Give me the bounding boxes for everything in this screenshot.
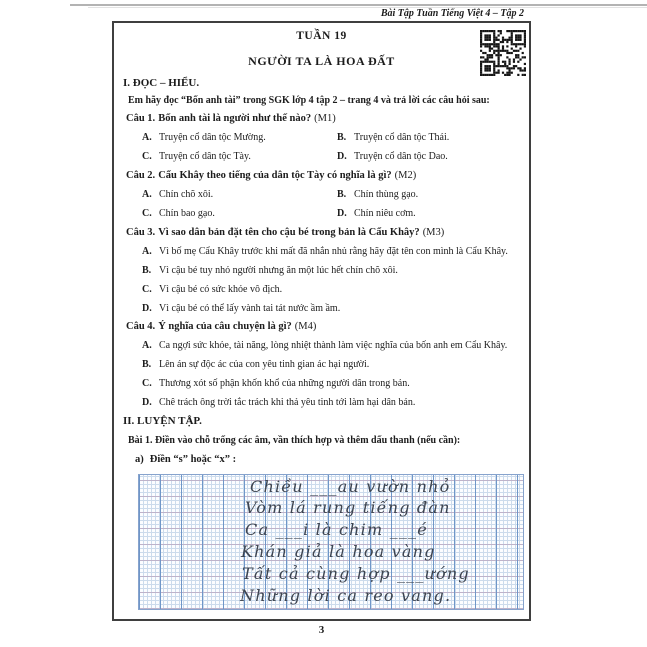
section-reading-heading: I. ĐỌC – HIỂU. bbox=[123, 77, 200, 89]
option-text: Truyện cổ dân tộc Thái. bbox=[354, 132, 450, 143]
option-letter: A. bbox=[142, 189, 152, 200]
option-letter: A. bbox=[142, 340, 152, 351]
option-letter: C. bbox=[142, 208, 152, 219]
q3-option-d bbox=[142, 303, 340, 314]
option-text: Truyện cổ dân tộc Mường. bbox=[159, 132, 266, 143]
handwriting-line: Chiều ___au vườn nhỏ bbox=[250, 477, 451, 496]
q3-option-b bbox=[142, 265, 398, 276]
option-text: Chín chõ xôi. bbox=[159, 189, 214, 200]
option-letter: B. bbox=[337, 189, 347, 200]
q2-option-c bbox=[142, 208, 215, 219]
handwriting-line: Ca ___i là chim ___é bbox=[245, 520, 428, 539]
item-a-line bbox=[135, 454, 236, 465]
handwriting-line: Tất cả cùng hợp ___ướng bbox=[242, 564, 470, 583]
q2-option-d bbox=[337, 208, 416, 219]
option-letter: D. bbox=[337, 208, 347, 219]
item-a-text: Điền “s” hoặc “x” : bbox=[149, 454, 237, 465]
option-text: Vì cậu bé có sức khỏe vô địch. bbox=[159, 284, 283, 295]
handwriting-line: Khán giả là hoa vàng bbox=[241, 542, 436, 561]
q4-option-d bbox=[142, 397, 415, 408]
question-3 bbox=[126, 227, 444, 238]
question-4-level: (M4) bbox=[294, 321, 317, 332]
option-letter: C. bbox=[142, 378, 152, 389]
question-1-label: Câu 1. bbox=[126, 113, 156, 124]
item-a-label: a) bbox=[135, 454, 144, 465]
question-4 bbox=[126, 321, 316, 332]
question-3-text: Vì sao dân bản đặt tên cho cậu bé trong bản là Cẩu Khây? bbox=[158, 227, 420, 238]
option-letter: A. bbox=[142, 132, 152, 143]
option-letter: B. bbox=[337, 132, 347, 143]
option-text: Lên án sự độc ác của con yêu tinh gian ác hại người. bbox=[159, 359, 370, 370]
exercise-1-label: Bài 1. bbox=[128, 435, 153, 446]
question-3-level: (M3) bbox=[422, 227, 445, 238]
question-2-level: (M2) bbox=[394, 170, 417, 181]
page-top-rule bbox=[70, 4, 647, 6]
q1-option-b bbox=[337, 132, 449, 143]
q3-option-a bbox=[142, 246, 508, 257]
worksheet-frame bbox=[112, 21, 531, 621]
q1-option-d bbox=[337, 151, 448, 162]
question-2-label: Câu 2. bbox=[126, 170, 156, 181]
option-letter: D. bbox=[142, 397, 152, 408]
option-letter: B. bbox=[142, 265, 152, 276]
qr-code-icon bbox=[480, 29, 526, 77]
handwriting-grid bbox=[138, 474, 524, 610]
option-text: Chín niêu cơm. bbox=[354, 208, 416, 219]
question-2-text: Cẩu Khây theo tiếng của dân tộc Tày có nghĩa là gì? bbox=[158, 170, 392, 181]
q2-option-a bbox=[142, 189, 213, 200]
question-4-text: Ý nghĩa của câu chuyện là gì? bbox=[158, 321, 292, 332]
q2-option-b bbox=[337, 189, 418, 200]
page-top-rule-shadow bbox=[88, 7, 647, 8]
section-practice-heading: II. LUYỆN TẬP. bbox=[123, 415, 202, 427]
option-text: Vì cậu bé có thể lấy vành tai tát nước ầm ầm. bbox=[159, 303, 341, 314]
running-header: Bài Tập Tuần Tiếng Việt 4 – Tập 2 bbox=[380, 8, 524, 19]
page-number: 3 bbox=[318, 624, 325, 636]
question-1 bbox=[126, 113, 336, 124]
option-letter: D. bbox=[142, 303, 152, 314]
question-4-label: Câu 4. bbox=[126, 321, 156, 332]
option-text: Chín thùng gạo. bbox=[354, 189, 419, 200]
exercise-1-line bbox=[128, 435, 460, 446]
option-letter: C. bbox=[142, 284, 152, 295]
week-title: TUẦN 19 bbox=[296, 30, 347, 42]
lesson-title: NGƯỜI TA LÀ HOA ĐẤT bbox=[248, 54, 395, 68]
option-letter: D. bbox=[337, 151, 347, 162]
option-text: Chê trách ông trời tắc trách khi thả yêu tinh tới làm hại dân bản. bbox=[159, 397, 416, 408]
option-letter: B. bbox=[142, 359, 152, 370]
question-3-label: Câu 3. bbox=[126, 227, 156, 238]
option-text: Chín bao gạo. bbox=[159, 208, 215, 219]
option-letter: A. bbox=[142, 246, 152, 257]
option-letter: C. bbox=[142, 151, 152, 162]
q4-option-b bbox=[142, 359, 369, 370]
reading-intro: Em hãy đọc “Bốn anh tài” trong SGK lớp 4 tập 2 – trang 4 và trả lời các câu hỏi sau: bbox=[128, 95, 490, 106]
question-2 bbox=[126, 170, 416, 181]
q4-option-a bbox=[142, 340, 507, 351]
option-text: Truyện cổ dân tộc Tày. bbox=[159, 151, 251, 162]
handwriting-line: Vòm lá rung tiếng đàn bbox=[245, 498, 451, 517]
q4-option-c bbox=[142, 378, 410, 389]
question-1-level: (M1) bbox=[314, 113, 336, 124]
q1-option-a bbox=[142, 132, 266, 143]
q3-option-c bbox=[142, 284, 282, 295]
question-1-text: Bốn anh tài là người như thế nào? bbox=[158, 113, 312, 124]
option-text: Thương xót số phận khốn khổ của những người dân trong bản. bbox=[159, 378, 410, 389]
handwriting-line: Những lời ca reo vang. bbox=[240, 586, 452, 605]
exercise-1-text: Điền vào chỗ trống các âm, vần thích hợp và thêm dấu thanh (nếu cần): bbox=[154, 435, 461, 446]
option-text: Ca ngợi sức khỏe, tài năng, lòng nhiệt thành làm việc nghĩa của bốn anh em Cẩu Khây. bbox=[159, 340, 508, 351]
option-text: Truyện cổ dân tộc Dao. bbox=[354, 151, 448, 162]
q1-option-c bbox=[142, 151, 251, 162]
option-text: Vì bố mẹ Cẩu Khây trước khi mất đã nhắn nhủ rằng hãy đặt tên con mình là Cẩu Khây. bbox=[159, 246, 508, 257]
option-text: Vì cậu bé tuy nhỏ người nhưng ăn một lúc hết chín chõ xôi. bbox=[159, 265, 398, 276]
